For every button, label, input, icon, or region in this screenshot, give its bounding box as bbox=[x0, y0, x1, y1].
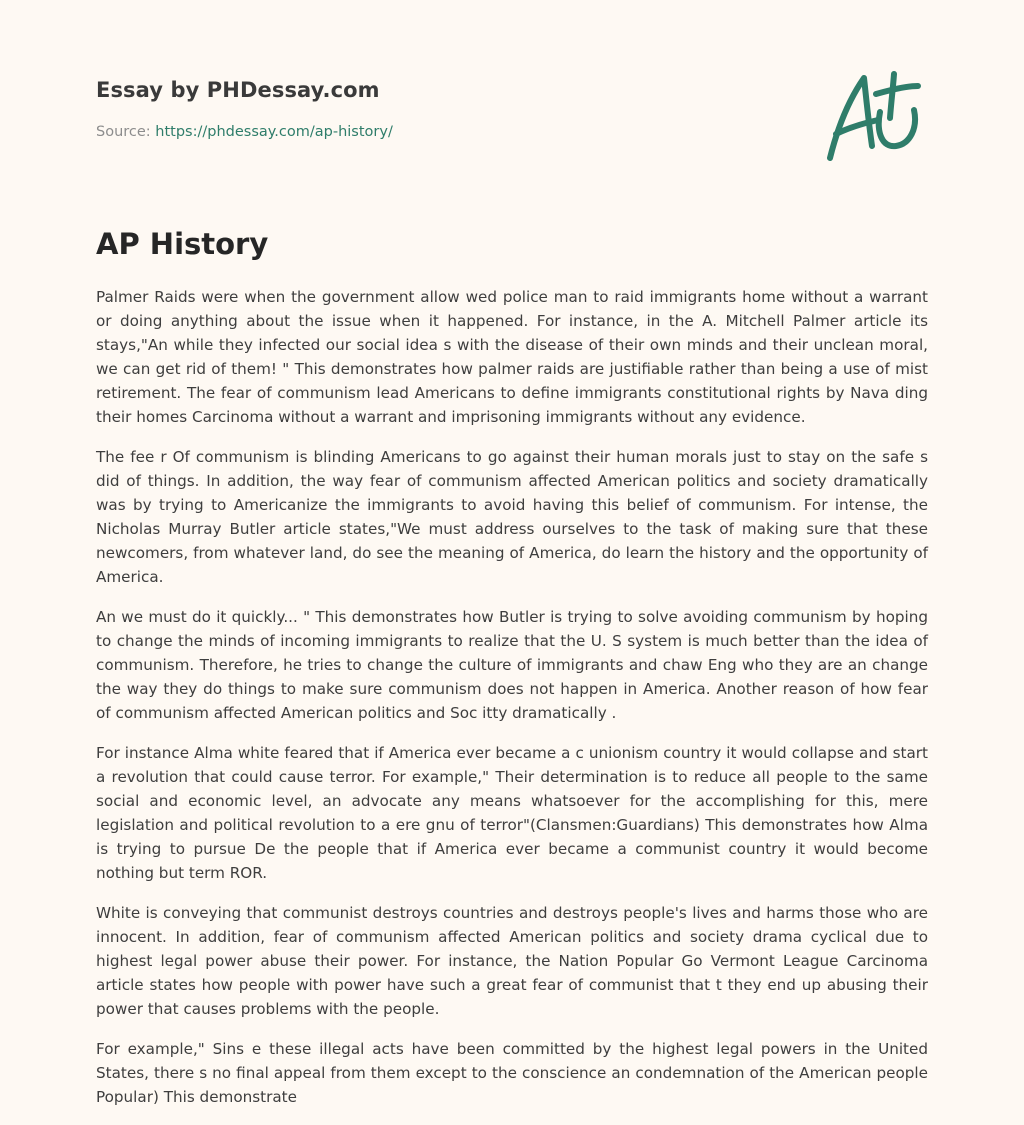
essay-paragraph: For example," Sins e these illegal acts have been committed by the highest legal powers in the United States, there s no final appeal from them except to the conscience an condemnation of the American people Popular) This demonstrate bbox=[96, 1040, 928, 1106]
a-plus-logo-icon bbox=[818, 66, 930, 166]
essay-paragraph: Palmer Raids were when the government allow wed police man to raid immigrants home without a warrant or doing anything about the issue when it happened. For instance, in the A. Mitchell Palmer article its stays,"An while they infected our social idea s with the disease of their own minds and their unclean moral, we can get rid of them! " This demonstrates how palmer raids are justifiable rather than being a use of mist retirement. The fear of communism lead Americans to define immigrants constitutional rights by Nava ding their homes Carcinoma without a warrant and imprisoning immigrants without any evidence. bbox=[96, 288, 928, 426]
source-line bbox=[96, 124, 393, 140]
essay-paragraph: An we must do it quickly... " This demonstrates how Butler is trying to solve avoiding communism by hoping to change the minds of incoming immigrants to realize that the U. S system is much better than the idea of communism. Therefore, he tries to change the culture of immigrants and chaw Eng who they are an change the way they do things to make sure communism does not happen in America. Another reason of how fear of communism affected American politics and Soc itty dramatically . bbox=[96, 608, 928, 722]
source-link[interactable]: https://phdessay.com/ap-history/ bbox=[155, 124, 393, 140]
document-header bbox=[96, 76, 796, 140]
essay-body bbox=[96, 285, 928, 1125]
essay-paragraph: The fee r Of communism is blinding Americans to go against their human morals just to stay on the safe s did of things. In addition, the way fear of communism affected American politics and society dramatically was by trying to Americanize the immigrants to avoid having this belief of communism. For intense, the Nicholas Murray Butler article states,"We must address ourselves to the task of making sure that these newcomers, from whatever land, do see the meaning of America, do learn the history and the opportunity of America. bbox=[96, 448, 928, 586]
site-brand: Essay by PHDessay.com bbox=[96, 78, 380, 102]
essay-title: AP History bbox=[96, 227, 269, 261]
source-label: Source: bbox=[96, 124, 156, 140]
essay-paragraph: White is conveying that communist destroys countries and destroys people's lives and harms those who are innocent. In addition, fear of communism affected American politics and society drama cyclical due to highest legal power abuse their power. For instance, the Nation Popular Go Vermont League Carcinoma article states how people with power have such a great fear of communist that t they end up abusing their power that causes problems with the people. bbox=[96, 904, 928, 1018]
essay-paragraph: For instance Alma white feared that if America ever became a c unionism country it would collapse and start a revolution that could cause terror. For example," Their determination is to reduce all people to the same social and economic level, an advocate any means whatsoever for the accomplishing for this, mere legislation and political revolution to a ere gnu of terror"(Clansmen:Guardians) This demonstrates how Alma is trying to pursue De the people that if America ever became a communist country it would become nothing but term ROR. bbox=[96, 744, 928, 882]
